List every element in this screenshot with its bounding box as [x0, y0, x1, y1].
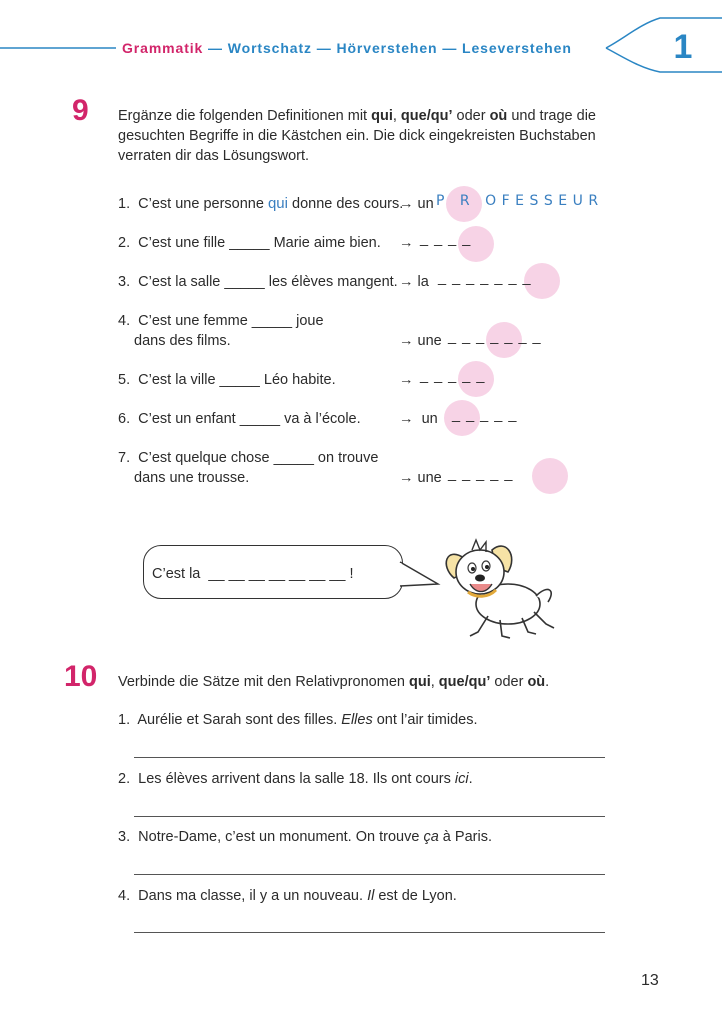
exercise-10-number: 10	[64, 660, 98, 693]
header-nav: Grammatik — Wortschatz — Hörverstehen — Leseverstehen	[122, 40, 572, 56]
header-section-grammatik: Grammatik	[122, 40, 204, 56]
exercise-10-item-2: 2. Les élèves arrivent dans la salle 18. Ils ont cours ici.	[118, 771, 473, 787]
answer-blanks[interactable]: _ _ _ _	[420, 231, 472, 247]
solution-blanks[interactable]: __ __ __ __ __ __ __	[208, 566, 346, 582]
exercise-9-item-1: 1. C’est une personne qui donne des cours.	[118, 195, 404, 212]
arrow-icon: →	[399, 235, 414, 251]
arrow-icon: →	[399, 333, 414, 349]
arrow-icon: →	[399, 196, 414, 212]
header-section-hoerverstehen: Hörverstehen	[336, 40, 438, 56]
exercise-9-item-2: 2. C’est une fille _____ Marie aime bien.	[118, 235, 381, 251]
page-number: 13	[641, 972, 659, 989]
exercise-9-item-3: 3. C’est la salle _____ les élèves mangent.	[118, 274, 398, 290]
answer-blanks[interactable]: _ _ _ _ _ _ _	[448, 329, 542, 345]
answer-line[interactable]	[134, 932, 605, 933]
exercise-9-number: 9	[72, 94, 89, 127]
answer-blanks[interactable]: _ _ _ _ _	[448, 466, 514, 482]
dog-illustration	[436, 532, 560, 644]
arrow-icon: →	[399, 470, 414, 486]
arrow-icon: →	[399, 274, 414, 290]
answer-line[interactable]	[134, 816, 605, 817]
exercise-10-item-4: 4. Dans ma classe, il y a un nouveau. Il est de Lyon.	[118, 888, 457, 904]
answer-line[interactable]	[134, 874, 605, 875]
answer-professeur: P R OFESSEUR	[436, 193, 604, 209]
exercise-9-item-4: 4. C’est une femme _____ joue dans des films.	[118, 313, 324, 349]
highlight-circle	[532, 458, 568, 494]
answer-blanks[interactable]: _ _ _ _ _	[420, 368, 486, 384]
exercise-9-item-7: 7. C’est quelque chose _____ on trouve dans une trousse.	[118, 450, 379, 486]
solution-sentence: C’est la __ __ __ __ __ __ __ !	[152, 566, 354, 582]
exercise-10-instruction: Verbinde die Sätze mit den Relativpronomen qui, que/qu’ oder où.	[118, 674, 550, 690]
chapter-number: 1	[673, 28, 693, 66]
filled-answer: qui	[267, 195, 288, 212]
exercise-9-instruction: Ergänze die folgenden Definitionen mit qui, que/qu’ oder où und trage die gesuchten Begriffe in die Kästchen ein. Die dick eingekreisten Buchstaben verraten dir das Lösungswort.	[118, 108, 596, 164]
exercise-10-item-1: 1. Aurélie et Sarah sont des filles. Elles ont l’air timides.	[118, 712, 478, 728]
answer-blanks[interactable]: _ _ _ _ _ _ _	[438, 270, 532, 286]
answer-line[interactable]	[134, 757, 605, 758]
header-section-wortschatz: Wortschatz	[227, 40, 312, 56]
arrow-icon: →	[399, 411, 414, 427]
exercise-9-item-6: 6. C’est un enfant _____ va à l’école.	[118, 411, 361, 427]
answer-blanks[interactable]: _ _ _ _ _	[452, 407, 518, 423]
exercise-9-item-5: 5. C’est la ville _____ Léo habite.	[118, 372, 336, 388]
exercise-10-item-3: 3. Notre-Dame, c’est un monument. On trouve ça à Paris.	[118, 829, 492, 845]
header-section-leseverstehen: Leseverstehen	[462, 40, 572, 56]
arrow-icon: →	[399, 372, 414, 388]
